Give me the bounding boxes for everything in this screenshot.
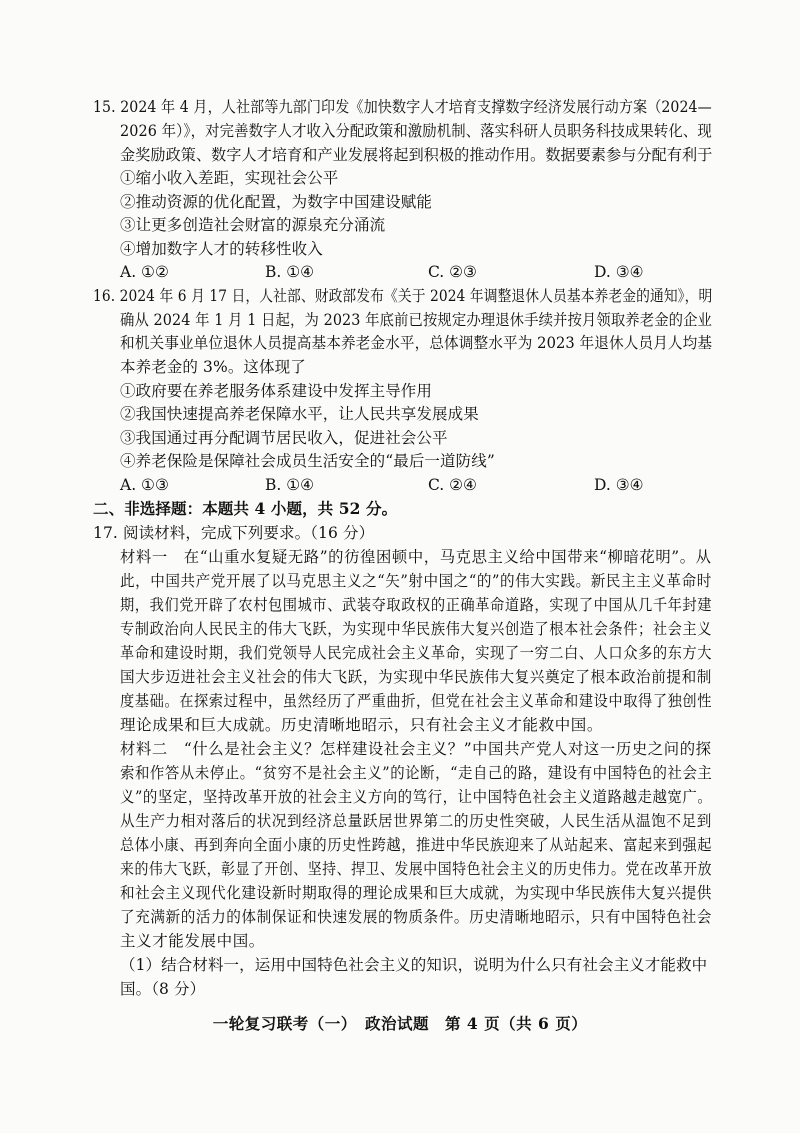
q15-stem-line-2: 2026 年）》，对完善数字人才收入分配政策和激励机制、落实科研人员职务科技成果转化、现 [120, 122, 712, 140]
q17-material1-line-3: 期，我们党开辟了农村包围城市、武装夺取政权的正确革命道路，实现了中国从几千年封建 [120, 596, 713, 614]
q15-item-2: ②推动资源的优化配置，为数字中国建设赋能 [120, 193, 433, 211]
q17-material2-line-6: 来的伟大飞跃，彰显了开创、坚持、捍卫、发展中国特色社会主义的历史伟力。党在改革开放 [120, 860, 713, 878]
q17-sub1-line-1: （1）结合材料一，运用中国特色社会主义的知识，说明为什么只有社会主义才能救中 [120, 956, 708, 974]
q15-item-4: ④增加数字人才的转移性收入 [120, 240, 323, 258]
q16-item-2: ②我国快速提高养老保障水平，让人民共享发展成果 [120, 405, 479, 423]
q15-stem-line-1: 15. 2024 年 4 月，人社部等九部门印发《加快数字人才培育支撑数字经济发展行动方案（2024— [93, 98, 712, 116]
section-heading: 二、非选择题：本题共 4 小题，共 52 分。 [93, 499, 398, 518]
q16-stem-line-4: 本养老金的 3%。这体现了 [120, 358, 306, 376]
q15-option-d: D. ③④ [594, 263, 644, 281]
q15-option-a: A. ①② [120, 263, 169, 281]
q17-material1-line-2: 此，中国共产党开展了以马克思主义之“矢”射中国之“的”的伟大实践。新民主主义革命时 [120, 572, 712, 590]
q16-item-3: ③我国通过再分配调节居民收入，促进社会公平 [120, 429, 448, 447]
q17-material1-line-5: 革命和建设时期，我们党领导人民完成社会主义革命，实现了一穷二白、人口众多的东方大 [120, 644, 713, 662]
q16-stem-line-3: 和机关事业单位退休人员提高基本养老金水平，总体调整水平为 2023 年退休人员月人均基 [120, 334, 713, 352]
q16-option-a: A. ①③ [120, 476, 169, 494]
q17-material2-line-2: 索和作答从未停止。“贫穷不是社会主义”的论断，“走自己的路，建设有中国特色的社会主 [120, 764, 713, 782]
q15-option-c: C. ②③ [428, 263, 477, 281]
q17-material1-line-7: 度基础。在探索过程中，虽然经历了严重曲折，但党在社会主义革命和建设中取得了独创性 [120, 692, 713, 710]
q16-option-c: C. ②④ [428, 476, 477, 494]
q15-item-1: ①缩小收入差距，实现社会公平 [120, 169, 339, 187]
q16-option-d: D. ③④ [594, 476, 644, 494]
q15-stem-line-3: 金奖励政策、数字人才培育和产业发展将起到积极的推动作用。数据要素参与分配有利于 [120, 146, 713, 164]
q16-item-4: ④养老保险是保障社会成员生活安全的“最后一道防线” [120, 452, 495, 470]
q17-material1-line-1: 材料一 在“山重水复疑无路”的彷徨困顿中，马克思主义给中国带来“柳暗花明”。从 [120, 548, 712, 566]
q15-option-b: B. ①④ [265, 263, 315, 281]
q17-head: 17. 阅读材料，完成下列要求。（16 分） [93, 524, 375, 542]
q15-item-3: ③让更多创造社会财富的源泉充分涌流 [120, 216, 386, 234]
q17-material2-line-3: 义”的坚定，坚持改革开放的社会主义方向的笃行，让中国特色社会主义道路越走越宽广。 [120, 788, 713, 806]
q16-stem-line-2: 确从 2024 年 1 月 1 日起，为 2023 年底前已按规定办理退休手续并按月领取养老金的企业 [120, 311, 713, 329]
q16-item-1: ①政府要在养老服务体系建设中发挥主导作用 [120, 382, 433, 400]
q17-material1-line-6: 国大步迈进社会主义社会的伟大飞跃，为实现中华民族伟大复兴奠定了根本政治前提和制 [120, 668, 712, 686]
q16-stem-line-1: 16. 2024 年 6 月 17 日，人社部、财政部发布《关于 2024 年调整退休人员基本养老金的通知》，明 [93, 287, 713, 305]
q17-material1-line-4: 专制政治向人民民主的伟大飞跃，为实现中华民族伟大复兴创造了根本社会条件；社会主义 [120, 620, 713, 638]
page-footer: 一轮复习联考（一） 政治试题 第 4 页（共 6 页） [212, 1014, 588, 1033]
q17-material2-line-9: 主义才能发展中国。 [120, 932, 265, 950]
q17-material2-line-8: 了充满新的活力的体制保证和快速发展的物质条件。历史清晰地昭示，只有中国特色社会 [120, 908, 712, 926]
q17-sub1-line-2: 国。（8 分） [120, 980, 206, 998]
q17-material2-line-5: 总体小康、再到奔向全面小康的历史性跨越，推进中华民族迎来了从站起来、富起来到强起 [120, 836, 713, 854]
q16-option-b: B. ①④ [265, 476, 315, 494]
q17-material2-line-4: 从生产力相对落后的状况到经济总量跃居世界第二的历史性突破，人民生活从温饱不足到 [120, 812, 712, 830]
q17-material2-line-1: 材料二 “什么是社会主义？怎样建设社会主义？”中国共产党人对这一历史之问的探 [120, 740, 712, 758]
q17-material1-line-8: 理论成果和巨大成就。历史清晰地昭示，只有社会主义才能救中国。 [120, 716, 604, 734]
q17-material2-line-7: 和社会主义现代化建设新时期取得的理论成果和巨大成就，为实现中华民族伟大复兴提供 [120, 884, 712, 902]
